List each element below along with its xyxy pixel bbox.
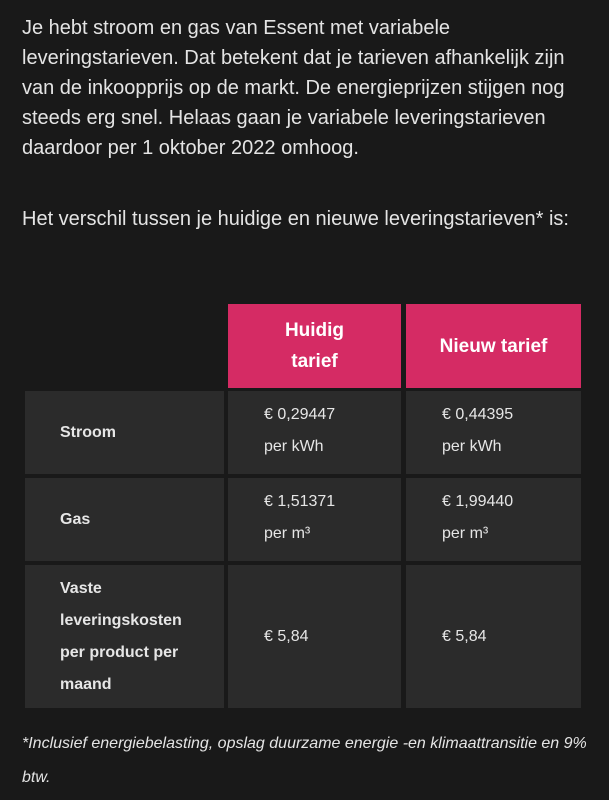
price-unit: per kWh — [442, 438, 502, 455]
row-label-fixed-costs: Vaste leveringskosten per product per maand — [25, 565, 224, 708]
price-value: € 0,44395 — [442, 406, 514, 423]
price-value: € 5,84 — [442, 627, 487, 645]
price-unit: per m³ — [264, 525, 311, 542]
price-value: € 5,84 — [264, 627, 309, 645]
row-label-stroom: Stroom — [25, 391, 224, 474]
price-value: € 1,99440 — [442, 493, 514, 510]
footnote: *Inclusief energiebelasting, opslag duurzame energie -en klimaattransitie en 9% btw. — [22, 735, 587, 786]
cell-fixed-current — [228, 565, 401, 708]
cell-gas-new — [406, 478, 581, 561]
intro-paragraph: Je hebt stroom en gas van Essent met variabele leveringstarieven. Dat betekent dat je tarieven afhankelijk zijn van de inkoopprijs op de markt. De energieprijzen stijgen nog steeds erg snel. Helaas gaan je variabele leveringstarieven daardoor per 1 oktober 2022 omhoog. — [22, 17, 565, 159]
cell-stroom-new — [406, 391, 581, 474]
price-unit: per m³ — [442, 525, 489, 542]
price-unit: per kWh — [264, 438, 324, 455]
cell-fixed-new — [406, 565, 581, 708]
row-label-gas: Gas — [25, 478, 224, 561]
header-new-label: Nieuw tarief — [439, 335, 548, 357]
header-new-tariff — [406, 304, 581, 388]
cell-stroom-current — [228, 391, 401, 474]
price-value: € 0,29447 — [264, 406, 336, 423]
header-current-label: Huidig tarief — [284, 320, 345, 372]
header-current-tariff — [228, 304, 401, 388]
price-value: € 1,51371 — [264, 493, 336, 510]
cell-gas-current — [228, 478, 401, 561]
table-lead-text: Het verschil tussen je huidige en nieuwe leveringstarieven* is: — [22, 208, 569, 230]
